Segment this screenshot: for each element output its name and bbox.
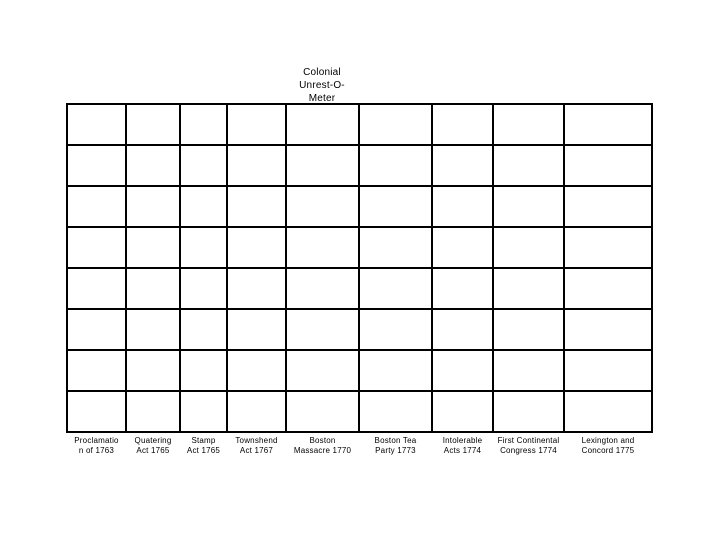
x-tick-label-line: Intolerable (442, 436, 483, 445)
x-tick-label (564, 436, 652, 456)
x-tick-label-line: Quatering (134, 436, 172, 445)
x-tick-label-line: Congress 1774 (500, 446, 557, 455)
x-tick-label-line: Lexington and (581, 436, 635, 445)
x-tick-label-line: First Continental (497, 436, 560, 445)
x-tick-label-line: Townshend (235, 436, 278, 445)
x-tick-label-line: Boston Tea (374, 436, 417, 445)
x-tick-label (286, 436, 359, 456)
x-tick-label (359, 436, 432, 456)
x-tick-label-line: n of 1763 (78, 446, 115, 455)
x-tick-label (227, 436, 286, 456)
chart-title-line-2: Unrest-O- (299, 80, 345, 91)
x-tick-label-line: Acts 1774 (443, 446, 482, 455)
x-tick-label (67, 436, 126, 456)
x-tick-label-line: Proclamatio (74, 436, 119, 445)
x-tick-label (180, 436, 227, 456)
x-tick-label-line: Party 1773 (375, 446, 416, 455)
x-tick-label-line: Act 1767 (239, 446, 274, 455)
grid-lines (67, 104, 652, 432)
x-tick-label-line: Concord 1775 (581, 446, 635, 455)
x-tick-label (126, 436, 180, 456)
chart-title-line-1: Colonial (303, 67, 341, 78)
x-tick-label-line: Boston (309, 436, 336, 445)
x-tick-label (493, 436, 564, 456)
x-tick-label (432, 436, 493, 456)
x-tick-label-line: Act 1765 (136, 446, 170, 455)
x-tick-label-line: Stamp (191, 436, 216, 445)
x-tick-label-line: Massacre 1770 (293, 446, 352, 455)
chart-title-line-3: Meter (308, 93, 336, 104)
x-tick-label-line: Act 1765 (186, 446, 221, 455)
